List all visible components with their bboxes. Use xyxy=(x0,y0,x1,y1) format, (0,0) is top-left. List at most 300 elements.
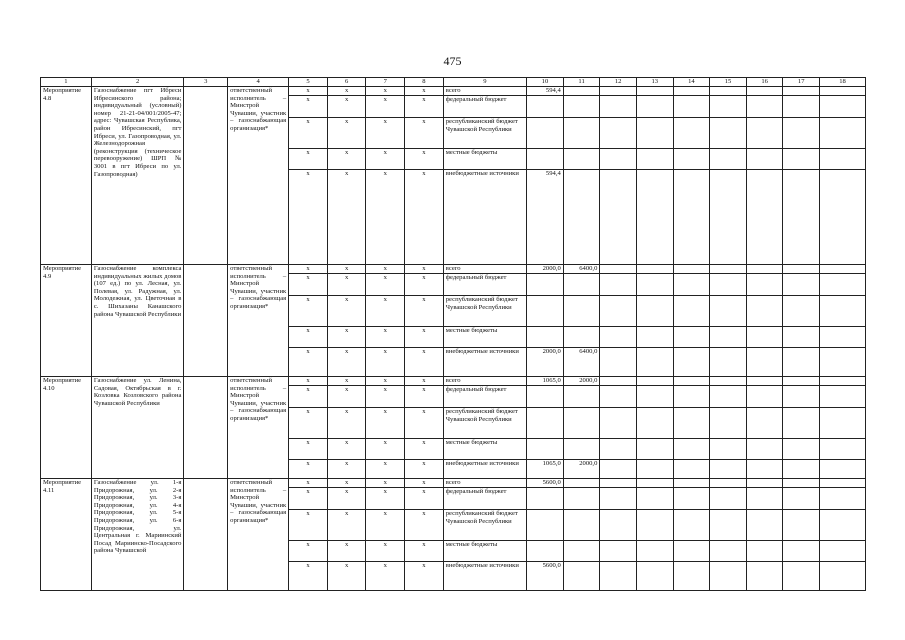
year-value xyxy=(673,118,710,149)
x-mark: x xyxy=(405,348,444,377)
year-value xyxy=(710,408,747,439)
year-value xyxy=(563,149,600,170)
year-value xyxy=(820,96,866,118)
year-value xyxy=(563,170,600,265)
column-number-5: 5 xyxy=(289,78,328,87)
x-mark: x xyxy=(405,541,444,562)
year-value xyxy=(820,439,866,460)
funding-row xyxy=(41,87,866,96)
x-mark: x xyxy=(405,149,444,170)
year-value: 6400,0 xyxy=(563,348,600,377)
year-value xyxy=(746,348,783,377)
funding-source-label: республиканский бюджет Чувашской Республики xyxy=(443,408,526,439)
x-mark: x xyxy=(366,296,405,327)
year-value xyxy=(820,479,866,488)
x-mark: x xyxy=(366,274,405,296)
x-mark: x xyxy=(327,118,366,149)
year-value xyxy=(746,386,783,408)
year-value xyxy=(710,149,747,170)
year-value xyxy=(673,170,710,265)
year-value xyxy=(527,408,564,439)
x-mark: x xyxy=(289,377,328,386)
year-value xyxy=(820,170,866,265)
year-value xyxy=(600,488,637,510)
year-value xyxy=(783,170,820,265)
year-value xyxy=(636,170,673,265)
funding-source-label: федеральный бюджет xyxy=(443,488,526,510)
year-value xyxy=(673,439,710,460)
year-value xyxy=(820,377,866,386)
x-mark: x xyxy=(327,296,366,327)
year-value xyxy=(527,296,564,327)
column-number-6: 6 xyxy=(327,78,366,87)
year-value xyxy=(673,541,710,562)
x-mark: x xyxy=(405,386,444,408)
funding-source-label: местные бюджеты xyxy=(443,541,526,562)
year-value xyxy=(527,118,564,149)
year-value xyxy=(563,439,600,460)
year-value xyxy=(600,274,637,296)
funding-source-label: местные бюджеты xyxy=(443,149,526,170)
year-value xyxy=(783,265,820,274)
column-number-14: 14 xyxy=(673,78,710,87)
year-value xyxy=(527,488,564,510)
year-value xyxy=(673,327,710,348)
column-number-10: 10 xyxy=(527,78,564,87)
x-mark: x xyxy=(405,87,444,96)
column-number-1: 1 xyxy=(41,78,92,87)
measure-code: Мероприятие 4.9 xyxy=(41,265,92,377)
funding-source-label: внебюджетные источники xyxy=(443,562,526,591)
x-mark: x xyxy=(289,510,328,541)
year-value xyxy=(636,327,673,348)
year-value xyxy=(783,118,820,149)
funding-source-label: всего xyxy=(443,265,526,274)
year-value xyxy=(600,170,637,265)
x-mark: x xyxy=(366,541,405,562)
x-mark: x xyxy=(327,386,366,408)
x-mark: x xyxy=(289,460,328,479)
year-value xyxy=(527,149,564,170)
year-value xyxy=(783,408,820,439)
year-value xyxy=(636,562,673,591)
year-value xyxy=(783,460,820,479)
x-mark: x xyxy=(327,265,366,274)
year-value xyxy=(746,327,783,348)
year-value xyxy=(636,439,673,460)
x-mark: x xyxy=(289,96,328,118)
year-value xyxy=(710,327,747,348)
funding-row xyxy=(41,479,866,488)
year-value xyxy=(746,296,783,327)
year-value xyxy=(710,96,747,118)
year-value xyxy=(746,562,783,591)
empty-cell xyxy=(184,265,228,377)
year-value xyxy=(820,510,866,541)
year-value xyxy=(710,377,747,386)
year-value xyxy=(636,408,673,439)
x-mark: x xyxy=(405,327,444,348)
year-value xyxy=(563,479,600,488)
year-value xyxy=(820,460,866,479)
year-value xyxy=(636,96,673,118)
funding-source-label: республиканский бюджет Чувашской Республики xyxy=(443,118,526,149)
year-value xyxy=(673,296,710,327)
year-value xyxy=(563,510,600,541)
year-value xyxy=(820,386,866,408)
year-value: 6400,0 xyxy=(563,265,600,274)
x-mark: x xyxy=(327,348,366,377)
page-number: 475 xyxy=(443,54,462,68)
x-mark: x xyxy=(327,510,366,541)
year-value: 594,4 xyxy=(527,170,564,265)
year-value: 2000,0 xyxy=(527,265,564,274)
year-value xyxy=(563,274,600,296)
year-value xyxy=(673,87,710,96)
year-value xyxy=(710,541,747,562)
year-value xyxy=(673,408,710,439)
funding-source-label: всего xyxy=(443,377,526,386)
year-value: 594,4 xyxy=(527,87,564,96)
x-mark: x xyxy=(405,460,444,479)
measure-description: Газоснабжение пгт Ибреси Ибресинского района; индивидуальный (условный) номер 21-21-04/001/2005-47; адрес: Чувашская Республика, район Ибресинский, пгт Ибреси, ул. Газопроводная, ул. Железнодорожная (реконструкция (техническое перевооружение) ШРП № 3001 в пгт Ибреси по ул. Газопроводная) xyxy=(91,87,184,265)
year-value xyxy=(783,149,820,170)
year-value xyxy=(673,348,710,377)
year-value xyxy=(673,274,710,296)
year-value xyxy=(783,488,820,510)
x-mark: x xyxy=(289,348,328,377)
year-value: 1065,0 xyxy=(527,377,564,386)
year-value xyxy=(527,439,564,460)
year-value xyxy=(527,541,564,562)
year-value: 5600,0 xyxy=(527,562,564,591)
column-number-4: 4 xyxy=(228,78,289,87)
x-mark: x xyxy=(327,479,366,488)
year-value xyxy=(563,408,600,439)
year-value xyxy=(600,296,637,327)
funding-row xyxy=(41,377,866,386)
x-mark: x xyxy=(289,386,328,408)
year-value xyxy=(600,541,637,562)
measure-description: Газоснабжение ул. 1-я Придорожная, ул. 2-я Придорожная, ул. 3-я Придорожная, ул. 4-я Придорожная, ул. 5-я Придорожная, ул. 6-я Придорожная, ул. Центральная г. Мариинский Посад Мариинско-Посадского района Чувашской xyxy=(91,479,184,591)
year-value xyxy=(636,87,673,96)
x-mark: x xyxy=(327,96,366,118)
year-value xyxy=(746,149,783,170)
year-value xyxy=(673,149,710,170)
x-mark: x xyxy=(405,265,444,274)
year-value xyxy=(527,96,564,118)
year-value xyxy=(673,386,710,408)
year-value xyxy=(600,149,637,170)
x-mark: x xyxy=(366,460,405,479)
year-value xyxy=(563,118,600,149)
program-table xyxy=(40,77,866,591)
funding-source-label: местные бюджеты xyxy=(443,439,526,460)
year-value xyxy=(636,274,673,296)
empty-cell xyxy=(184,479,228,591)
year-value xyxy=(746,118,783,149)
column-number-3: 3 xyxy=(184,78,228,87)
year-value xyxy=(710,488,747,510)
funding-source-label: внебюджетные источники xyxy=(443,460,526,479)
x-mark: x xyxy=(405,96,444,118)
x-mark: x xyxy=(289,149,328,170)
measure-code: Мероприятие 4.8 xyxy=(41,87,92,265)
year-value xyxy=(783,510,820,541)
year-value xyxy=(600,87,637,96)
year-value xyxy=(783,327,820,348)
x-mark: x xyxy=(289,265,328,274)
funding-source-label: всего xyxy=(443,479,526,488)
x-mark: x xyxy=(289,87,328,96)
funding-source-label: федеральный бюджет xyxy=(443,386,526,408)
x-mark: x xyxy=(366,479,405,488)
x-mark: x xyxy=(366,562,405,591)
year-value xyxy=(820,327,866,348)
year-value: 2000,0 xyxy=(563,377,600,386)
measure-code: Мероприятие 4.10 xyxy=(41,377,92,479)
x-mark: x xyxy=(289,327,328,348)
x-mark: x xyxy=(405,479,444,488)
year-value xyxy=(710,296,747,327)
year-value xyxy=(563,87,600,96)
year-value xyxy=(746,460,783,479)
year-value xyxy=(746,541,783,562)
x-mark: x xyxy=(289,170,328,265)
year-value: 5600,0 xyxy=(527,479,564,488)
year-value xyxy=(710,510,747,541)
year-value xyxy=(563,541,600,562)
year-value xyxy=(783,386,820,408)
x-mark: x xyxy=(327,327,366,348)
column-number-12: 12 xyxy=(600,78,637,87)
x-mark: x xyxy=(405,562,444,591)
year-value xyxy=(820,296,866,327)
column-number-17: 17 xyxy=(783,78,820,87)
year-value xyxy=(783,439,820,460)
x-mark: x xyxy=(289,408,328,439)
measure-code: Мероприятие 4.11 xyxy=(41,479,92,591)
year-value xyxy=(820,87,866,96)
empty-cell xyxy=(184,87,228,265)
column-number-9: 9 xyxy=(443,78,526,87)
year-value xyxy=(527,274,564,296)
x-mark: x xyxy=(405,439,444,460)
x-mark: x xyxy=(366,348,405,377)
column-number-13: 13 xyxy=(636,78,673,87)
year-value xyxy=(673,488,710,510)
responsible-executor: ответственный исполнитель – Минстрой Чувашии, участник – газоснабжающая организация* xyxy=(228,265,289,377)
x-mark: x xyxy=(366,510,405,541)
year-value xyxy=(710,386,747,408)
x-mark: x xyxy=(327,274,366,296)
responsible-executor: ответственный исполнитель – Минстрой Чувашии, участник – газоснабжающая организация* xyxy=(228,377,289,479)
year-value xyxy=(636,541,673,562)
x-mark: x xyxy=(405,377,444,386)
year-value xyxy=(820,541,866,562)
x-mark: x xyxy=(405,408,444,439)
year-value xyxy=(710,274,747,296)
x-mark: x xyxy=(366,377,405,386)
x-mark: x xyxy=(327,408,366,439)
year-value xyxy=(820,274,866,296)
year-value xyxy=(820,348,866,377)
year-value xyxy=(636,348,673,377)
year-value xyxy=(636,377,673,386)
x-mark: x xyxy=(405,510,444,541)
year-value xyxy=(563,488,600,510)
year-value xyxy=(563,327,600,348)
x-mark: x xyxy=(366,327,405,348)
year-value xyxy=(600,327,637,348)
year-value xyxy=(636,488,673,510)
funding-source-label: федеральный бюджет xyxy=(443,274,526,296)
x-mark: x xyxy=(366,265,405,274)
x-mark: x xyxy=(327,562,366,591)
year-value xyxy=(746,170,783,265)
funding-source-label: внебюджетные источники xyxy=(443,348,526,377)
year-value xyxy=(820,149,866,170)
year-value xyxy=(527,327,564,348)
x-mark: x xyxy=(289,296,328,327)
x-mark: x xyxy=(327,439,366,460)
x-mark: x xyxy=(366,96,405,118)
year-value: 2000,0 xyxy=(563,460,600,479)
x-mark: x xyxy=(366,488,405,510)
year-value xyxy=(527,510,564,541)
year-value xyxy=(636,479,673,488)
year-value xyxy=(746,96,783,118)
empty-cell xyxy=(184,377,228,479)
year-value xyxy=(820,118,866,149)
x-mark: x xyxy=(289,479,328,488)
year-value xyxy=(600,118,637,149)
x-mark: x xyxy=(405,118,444,149)
year-value xyxy=(636,265,673,274)
year-value xyxy=(563,386,600,408)
year-value xyxy=(600,439,637,460)
x-mark: x xyxy=(366,170,405,265)
column-number-row xyxy=(41,78,866,87)
year-value xyxy=(673,460,710,479)
x-mark: x xyxy=(289,488,328,510)
x-mark: x xyxy=(327,488,366,510)
x-mark: x xyxy=(366,118,405,149)
year-value xyxy=(710,348,747,377)
column-number-8: 8 xyxy=(405,78,444,87)
year-value xyxy=(710,479,747,488)
year-value xyxy=(673,265,710,274)
year-value xyxy=(710,170,747,265)
year-value xyxy=(600,96,637,118)
year-value xyxy=(600,479,637,488)
year-value xyxy=(600,510,637,541)
year-value xyxy=(783,562,820,591)
year-value xyxy=(746,479,783,488)
year-value xyxy=(600,460,637,479)
x-mark: x xyxy=(366,439,405,460)
year-value xyxy=(710,439,747,460)
x-mark: x xyxy=(366,87,405,96)
funding-source-label: республиканский бюджет Чувашской Республики xyxy=(443,510,526,541)
year-value xyxy=(710,460,747,479)
year-value xyxy=(746,87,783,96)
year-value xyxy=(710,265,747,274)
x-mark: x xyxy=(366,408,405,439)
measure-description: Газоснабжение комплекса индивидуальных жилых домов (107 ед.) по ул. Лесная, ул. Полевая, ул. Радужная, ул. Молодежная, ул. Цветочная в с. Шихазаны Канашского района Чувашской Республики xyxy=(91,265,184,377)
x-mark: x xyxy=(327,541,366,562)
funding-source-label: местные бюджеты xyxy=(443,327,526,348)
year-value xyxy=(600,348,637,377)
year-value xyxy=(600,408,637,439)
x-mark: x xyxy=(405,170,444,265)
year-value xyxy=(673,479,710,488)
year-value xyxy=(746,274,783,296)
year-value xyxy=(746,488,783,510)
x-mark: x xyxy=(405,296,444,327)
year-value xyxy=(600,377,637,386)
funding-source-label: республиканский бюджет Чувашской Республики xyxy=(443,296,526,327)
year-value xyxy=(636,510,673,541)
year-value xyxy=(673,96,710,118)
x-mark: x xyxy=(327,377,366,386)
x-mark: x xyxy=(405,488,444,510)
year-value xyxy=(783,96,820,118)
x-mark: x xyxy=(289,562,328,591)
year-value xyxy=(600,562,637,591)
year-value xyxy=(710,87,747,96)
year-value: 2000,0 xyxy=(527,348,564,377)
year-value xyxy=(783,377,820,386)
x-mark: x xyxy=(366,386,405,408)
funding-source-label: внебюджетные источники xyxy=(443,170,526,265)
responsible-executor: ответственный исполнитель – Минстрой Чувашии, участник – газоснабжающая организация* xyxy=(228,87,289,265)
year-value xyxy=(783,87,820,96)
measure-description: Газоснабжение ул. Ленина, Садовая, Октябрьская в г. Козловка Козловского района Чувашской Республики xyxy=(91,377,184,479)
year-value xyxy=(636,149,673,170)
year-value xyxy=(783,274,820,296)
year-value xyxy=(746,377,783,386)
column-number-15: 15 xyxy=(710,78,747,87)
year-value xyxy=(636,296,673,327)
year-value xyxy=(783,541,820,562)
funding-row xyxy=(41,265,866,274)
year-value xyxy=(820,408,866,439)
responsible-executor: ответственный исполнитель – Минстрой Чувашии, участник – газоснабжающая организация* xyxy=(228,479,289,591)
year-value xyxy=(820,488,866,510)
year-value xyxy=(710,118,747,149)
column-number-16: 16 xyxy=(746,78,783,87)
year-value xyxy=(673,562,710,591)
year-value xyxy=(563,562,600,591)
x-mark: x xyxy=(366,149,405,170)
year-value xyxy=(746,408,783,439)
year-value xyxy=(710,562,747,591)
year-value xyxy=(600,386,637,408)
x-mark: x xyxy=(289,439,328,460)
year-value xyxy=(783,348,820,377)
year-value xyxy=(746,439,783,460)
x-mark: x xyxy=(289,274,328,296)
funding-source-label: федеральный бюджет xyxy=(443,96,526,118)
column-number-7: 7 xyxy=(366,78,405,87)
x-mark: x xyxy=(289,541,328,562)
x-mark: x xyxy=(327,460,366,479)
year-value xyxy=(820,562,866,591)
year-value xyxy=(820,265,866,274)
column-number-2: 2 xyxy=(91,78,184,87)
column-number-11: 11 xyxy=(563,78,600,87)
